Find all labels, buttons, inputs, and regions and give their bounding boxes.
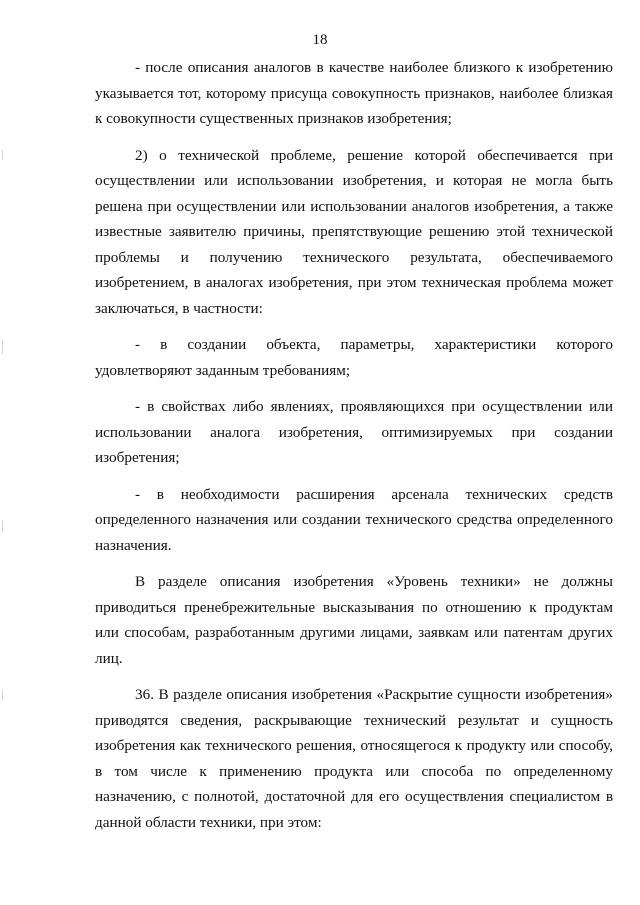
list-item-arsenal-expansion: - в необходимости расширения арсенала технических средств определенного назначения или создании технического средства определенного назначения. <box>95 485 613 554</box>
scan-edge-mark <box>2 150 3 160</box>
list-item-properties: - в свойствах либо явлениях, проявляющихся при осуществлении или использовании аналога изобретения, оптимизируемых при создании изобретения; <box>95 398 613 466</box>
list-item-object-creation: - в создании объекта, параметры, характеристики которого удовлетворяют заданным требованиям; <box>95 336 613 379</box>
paragraph-closest-analog: - после описания аналогов в качестве наиболее близкого к изобретению указывается тот, которому присуща совокупность признаков, наиболее близкая к совокупности существенных признаков изобретения; <box>95 59 613 127</box>
paragraph-prior-art: В разделе описания изобретения «Уровень техники» не должны приводиться пренебрежительные высказывания по отношению к продуктам или способам, разработанным другими лицами, заявкам или патентам других лиц. <box>95 573 613 667</box>
page-number: 18 <box>312 32 328 48</box>
scan-edge-mark <box>2 340 3 354</box>
document-body <box>95 55 613 835</box>
paragraph-technical-problem: 2) о технической проблеме, решение которой обеспечивается при осуществлении или использовании изобретения, и которая не могла быть решена при осуществлении или использовании аналогов изобретения, а также известные заявителю причины, препятствующие решению этой технической проблемы и получению технического результата, обеспечиваемого изобретением, в аналогах изобретения, при этом техническая проблема может заключаться, в частности: <box>95 146 613 317</box>
scan-edge-mark <box>2 520 3 532</box>
scan-edge-mark <box>2 690 3 700</box>
paragraph-36-disclosure: 36. В разделе описания изобретения «Раскрытие сущности изобретения» приводятся сведения, раскрывающие технический результат и сущность изобретения как технического решения, относящегося к продукту или способу, в том числе к применению продукта или способа по определенному назначению, с полнотой, достаточной для его осуществления специалистом в данной области техники, при этом: <box>95 686 613 831</box>
